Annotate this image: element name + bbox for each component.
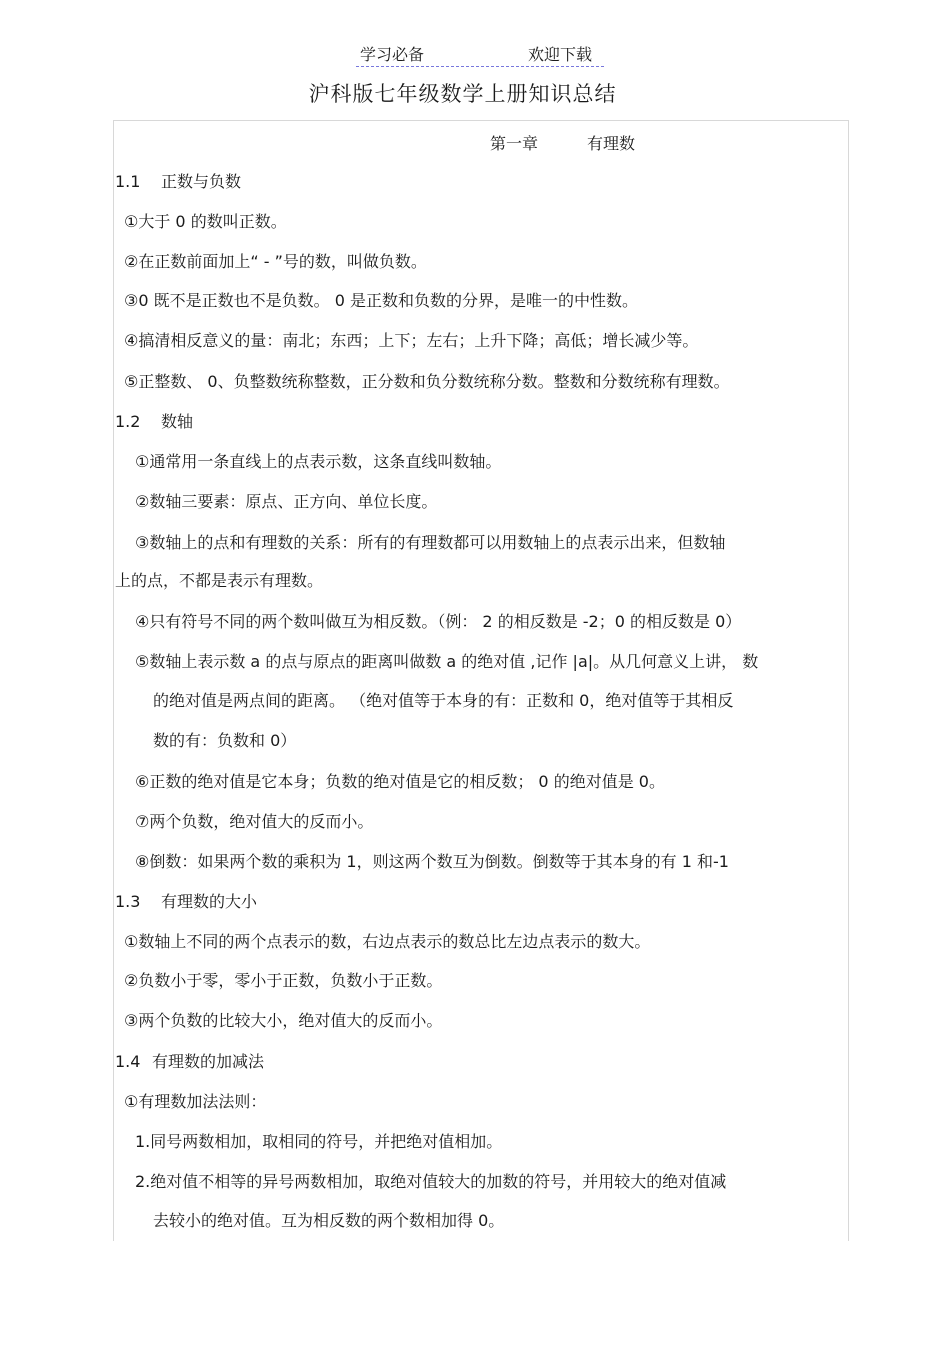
list-item: ⑤正整数、 0、负整数统称整数，正分数和负分数统称分数。整数和分数统称有理数。: [124, 372, 730, 391]
list-item: ⑦两个负数，绝对值大的反而小。: [135, 812, 374, 831]
chapter-number: 第一章: [490, 134, 539, 153]
list-item: ④搞清相反意义的量：南北；东西；上下；左右；上升下降；高低；增长减少等。: [124, 331, 699, 350]
list-item: ③0 既不是正数也不是负数。 0 是正数和负数的分界，是唯一的中性数。: [124, 291, 638, 310]
list-item-continuation: 上的点，不都是表示有理数。: [115, 571, 324, 590]
header-left-text: 学习必备: [360, 45, 425, 64]
section-number: 1.1: [115, 172, 141, 191]
section-title: 正数与负数: [161, 172, 242, 191]
list-item: ①通常用一条直线上的点表示数，这条直线叫数轴。: [135, 452, 502, 471]
list-item: ③两个负数的比较大小，绝对值大的反而小。: [124, 1011, 443, 1030]
section-title: 有理数的大小: [161, 892, 258, 911]
list-item: ⑤数轴上表示数 a 的点与原点的距离叫做数 a 的绝对值 ,记作 |a|。从几何意义上讲， 数: [135, 652, 759, 671]
list-item: ⑧倒数：如果两个数的乘积为 1，则这两个数互为倒数。倒数等于其本身的有 1 和-1: [135, 852, 729, 871]
list-item: 2.绝对值不相等的异号两数相加，取绝对值较大的加数的符号，并用较大的绝对值减: [135, 1172, 727, 1191]
section-heading: [115, 892, 257, 912]
document-title: 沪科版七年级数学上册知识总结: [308, 82, 617, 106]
section-heading: [115, 172, 241, 192]
list-item-continuation: 去较小的绝对值。互为相反数的两个数相加得 0。: [153, 1211, 505, 1230]
list-item: ②数轴三要素：原点、正方向、单位长度。: [135, 492, 438, 511]
header-right-text: 欢迎下载: [528, 45, 593, 64]
list-item: ①大于 0 的数叫正数。: [124, 212, 287, 231]
section-heading: [115, 1052, 264, 1072]
section-title: 有理数的加减法: [152, 1052, 265, 1071]
page-header: [356, 42, 604, 67]
section-number: 1.4: [115, 1052, 141, 1071]
content-frame: [113, 120, 849, 1241]
section-number: 1.3: [115, 892, 141, 911]
section-title: 数轴: [161, 412, 194, 431]
list-item: ⑥正数的绝对值是它本身；负数的绝对值是它的相反数； 0 的绝对值是 0。: [135, 772, 665, 791]
chapter-name: 有理数: [587, 134, 636, 153]
list-item: 1.同号两数相加，取相同的符号，并把绝对值相加。: [135, 1132, 503, 1151]
list-item-continuation: 数的有：负数和 0）: [153, 731, 297, 750]
list-item-continuation: 的绝对值是两点间的距离。 （绝对值等于本身的有：正数和 0，绝对值等于其相反: [153, 691, 734, 710]
list-item: ①有理数加法法则：: [124, 1092, 267, 1111]
list-item: ②负数小于零，零小于正数，负数小于正数。: [124, 971, 443, 990]
section-number: 1.2: [115, 412, 141, 431]
list-item: ③数轴上的点和有理数的关系：所有的有理数都可以用数轴上的点表示出来，但数轴: [135, 533, 726, 552]
section-heading: [115, 412, 193, 432]
list-item: ①数轴上不同的两个点表示的数，右边点表示的数总比左边点表示的数大。: [124, 932, 651, 951]
list-item: ④只有符号不同的两个数叫做互为相反数。（例： 2 的相反数是 -2；0 的相反数是 0）: [135, 612, 742, 631]
list-item: ②在正数前面加上“ - ”号的数，叫做负数。: [124, 252, 427, 271]
